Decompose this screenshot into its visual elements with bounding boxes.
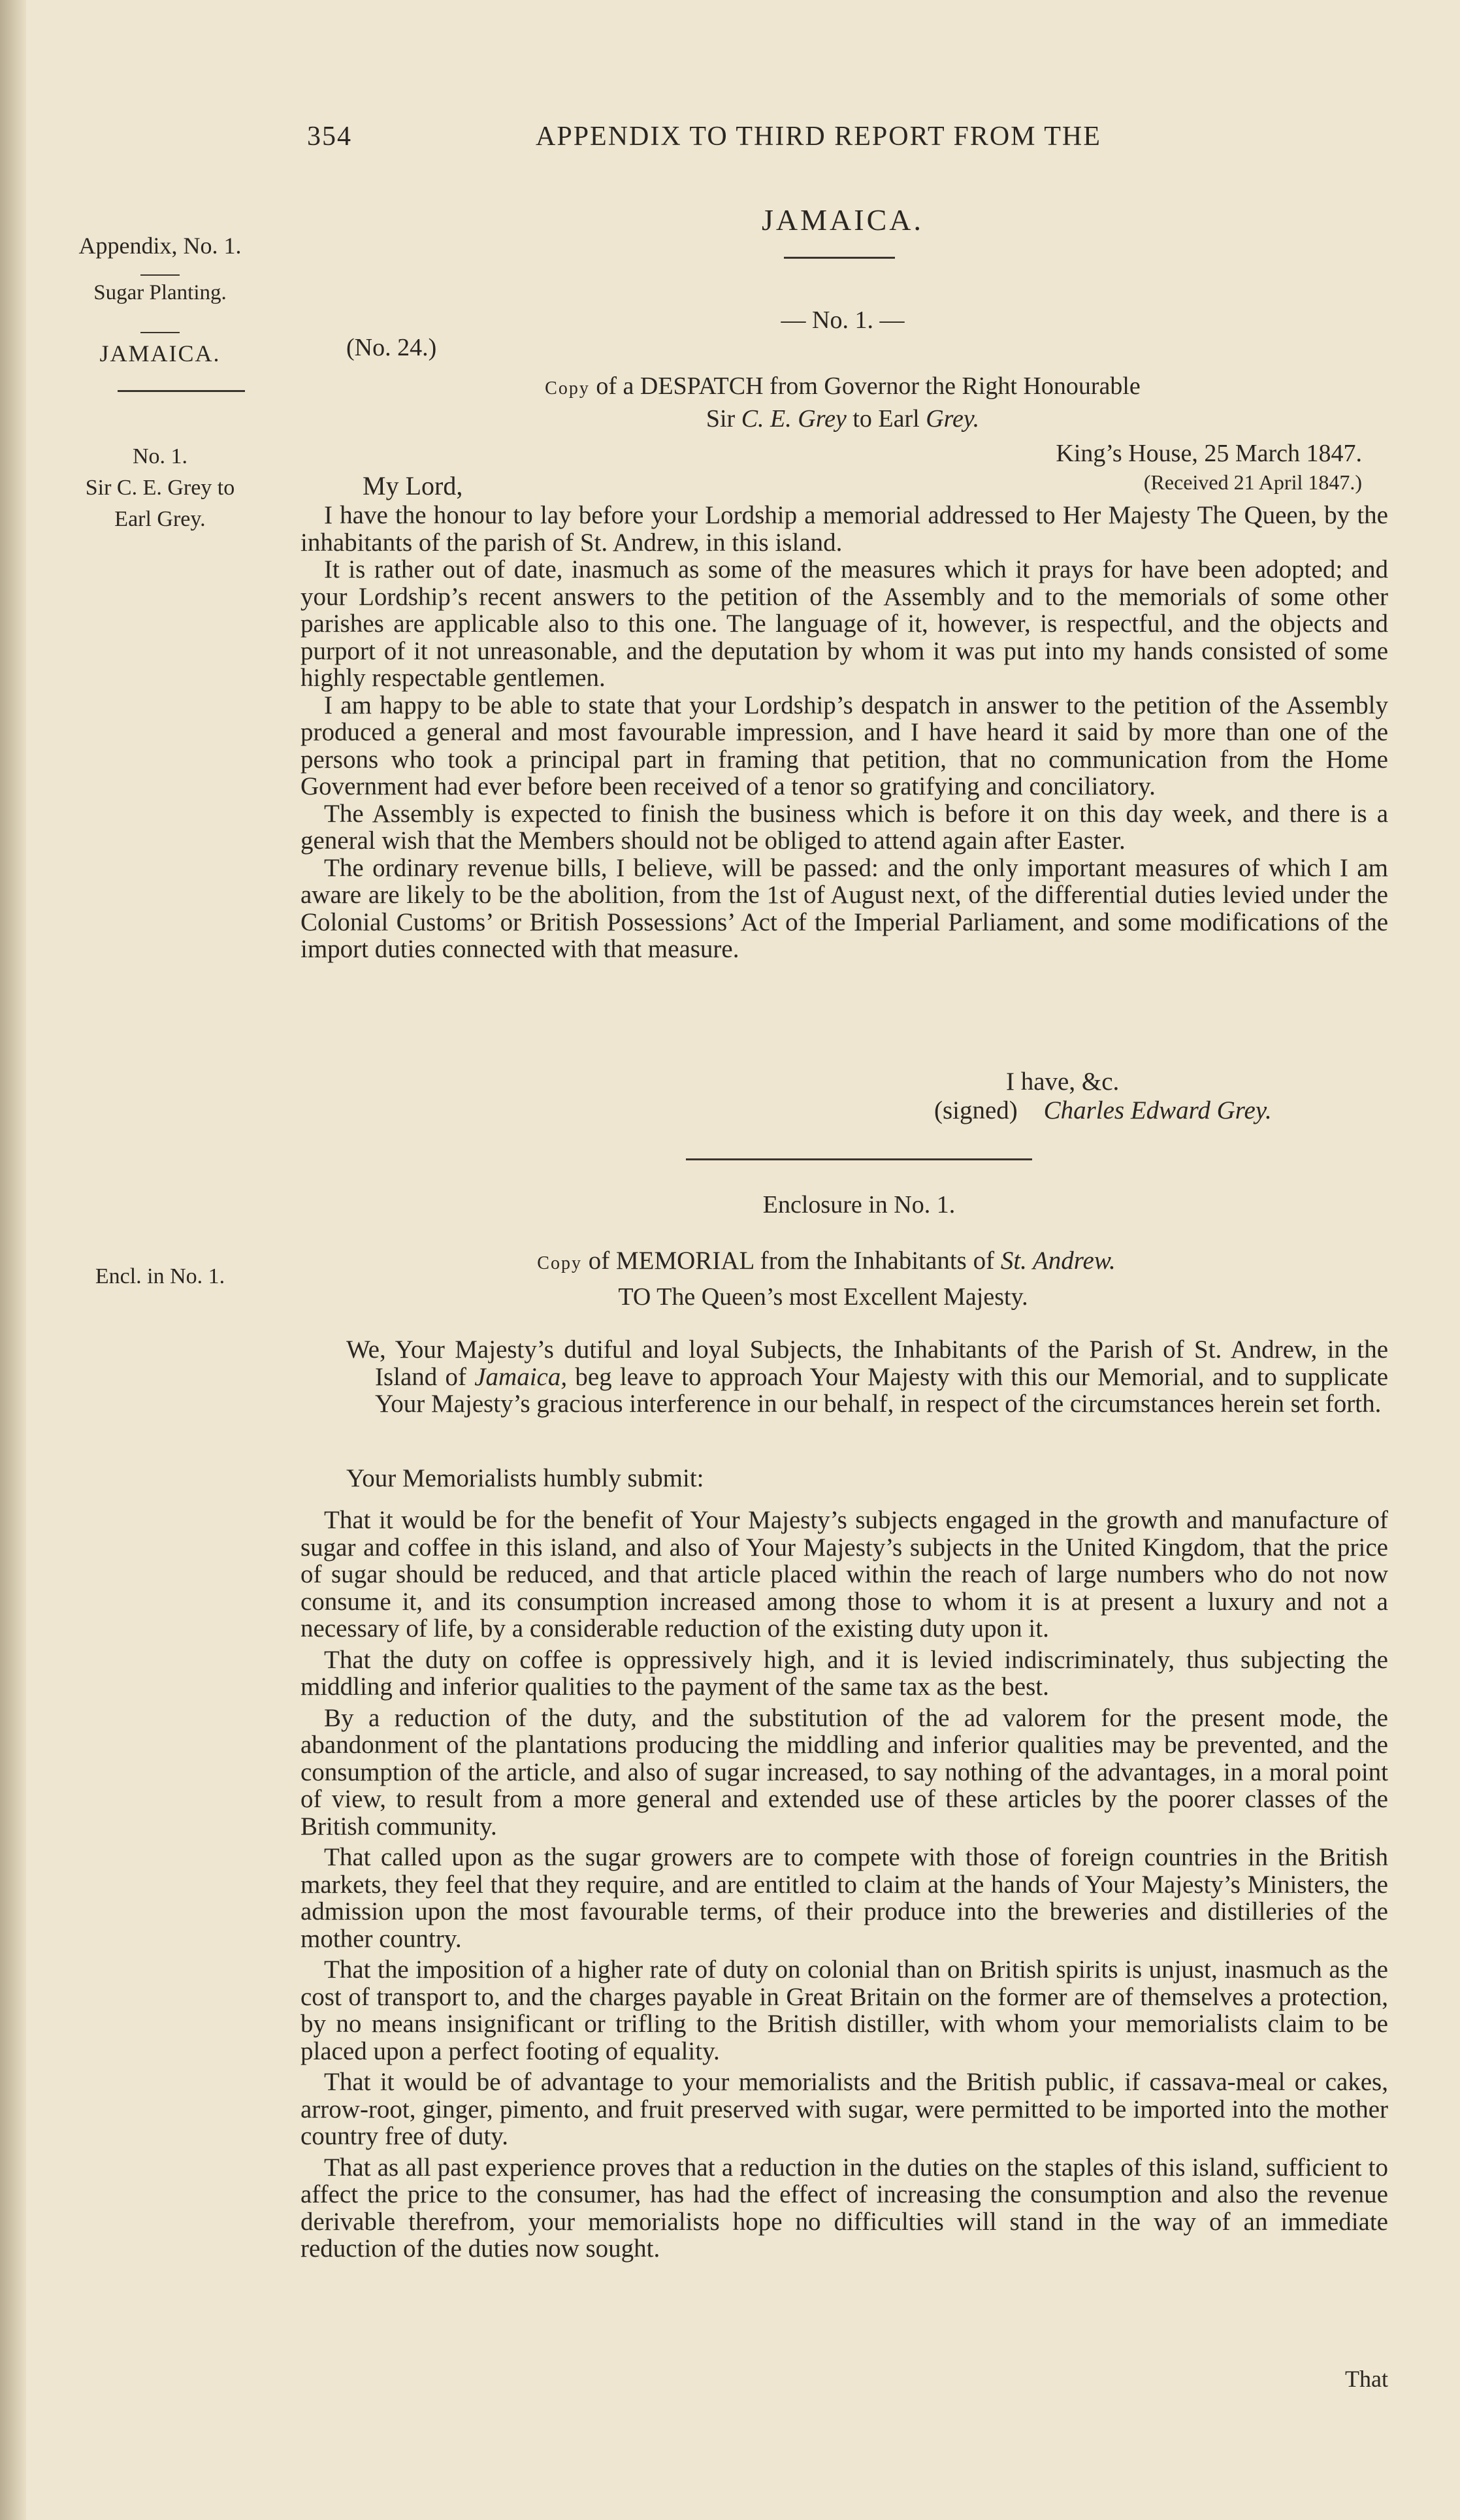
- memorial-paragraph: That the imposition of a higher rate of duty on colonial than on British spirits is unjust, inasmuch as the cost of transport to, and the charges payable in Great Britain on the former are of themselves a protection, by no means insignificant or trifling to the British distiller, with whom your memorialists claim to be placed upon a perfect footing of equality.: [300, 1955, 1388, 2065]
- binding-shadow: [0, 0, 26, 2520]
- despatch-paragraph: It is rather out of date, inasmuch as some of the measures which it prays for have been adopted; and your Lordship’s recent answers to the petition of the Assembly and to the memorials of some other parishes are applicable also to this one. The language of it, however, is respectful, and the objects and purport of it not unreasonable, and the deputation by whom it was put into my hands consisted of some highly respectable gentlemen.: [300, 555, 1388, 692]
- despatch-body: [300, 502, 1388, 963]
- despatch-date: King’s House, 25 March 1847.: [1056, 440, 1362, 467]
- page-number: 354: [307, 122, 352, 152]
- memorial-paragraph: That the duty on coffee is oppressively high, and it is levied indiscriminately, thus subjecting the middling and inferior qualities to the payment of the same tax as the best.: [300, 1645, 1388, 1701]
- margin-sugar-planting: Sugar Planting.: [93, 281, 227, 304]
- memorial-title: [392, 1246, 1261, 1275]
- margin-jamaica: JAMAICA.: [99, 340, 221, 367]
- island-name: Jamaica,: [474, 1362, 568, 1391]
- margin-sir-grey: Sir C. E. Grey to: [85, 476, 235, 500]
- memorial-opening: [346, 1336, 1388, 1418]
- signature-line: [934, 1096, 1272, 1125]
- despatch-paragraph: I have the honour to lay before your Lordship a memorial addressed to Her Majesty The Queen, by the inhabitants of the parish of St. Andrew, in this island.: [300, 501, 1388, 557]
- despatch-paragraph: I am happy to be able to state that your Lordship’s despatch in answer to the petition of the Assembly produced a general and most favourable impression, and I have heard it said by more than one of the persons who took a principal part in framing that petition, that no communication from the Home Government had ever before been received of a tenor so gratifying and conciliatory.: [300, 691, 1388, 800]
- memorial-body: [300, 1503, 1388, 2263]
- despatch-paragraph: The Assembly is expected to finish the business which is before it on this day week, and there is a general wish that the Members should not be obliged to attend again after Easter.: [300, 799, 1388, 855]
- signed-label: (signed): [934, 1096, 1018, 1124]
- memorial-paragraph: That called upon as the sugar growers are to compete with those of foreign countries in the British markets, they feel that they require, and are entitled to claim at the hands of Your Majesty’s Ministers, the admission upon the most favourable terms, of their produce into the breweries and distilleries of the mother country.: [300, 1843, 1388, 1953]
- running-head: APPENDIX TO THIRD REPORT FROM THE: [536, 122, 1101, 152]
- catchword: That: [1345, 2366, 1388, 2392]
- title-rule: [784, 257, 895, 259]
- despatch-paragraph: The ordinary revenue bills, I believe, will be passed: and the only important measures of which I am aware are likely to be the abolition, from the 1st of August next, of the differential duties levied under the Colonial Customs’ or British Possessions’ Act of the Imperial Parliament, and some modifications of the import duties connected with that measure.: [300, 853, 1388, 963]
- copy-label: Copy: [545, 378, 590, 399]
- recipient-name: Grey.: [926, 405, 980, 433]
- memorial-place: St. Andrew.: [1000, 1247, 1116, 1275]
- margin-earl-grey: Earl Grey.: [114, 507, 206, 531]
- salutation: My Lord,: [363, 471, 463, 500]
- memorial-paragraph: That as all past experience proves that a reduction in the duties on the staples of this island, sufficient to affect the price to the consumer, has had the effect of increasing the consumption and also the revenue derivable therefrom, your memorialists hope no difficulties will stand in the way of an immediate reduction of the duties now sought.: [300, 2153, 1388, 2263]
- address-to-queen: TO The Queen’s most Excellent Majesty.: [618, 1283, 1028, 1311]
- title-word: to Earl: [852, 405, 920, 433]
- despatch-serial: (No. 24.): [346, 334, 437, 361]
- margin-rule: [140, 274, 180, 276]
- copy-label: Copy: [537, 1253, 582, 1273]
- margin-rule: [140, 332, 180, 333]
- closing: I have, &c.: [1006, 1068, 1120, 1096]
- despatch-title-line1: of a DESPATCH from Governor the Right Honourable: [596, 372, 1141, 400]
- margin-appendix: Appendix, No. 1.: [78, 233, 242, 259]
- despatch-number-label: — No. 1. —: [781, 306, 905, 334]
- enclosure-heading: Enclosure in No. 1.: [762, 1191, 956, 1219]
- memorial-title-text: of MEMORIAL from the Inhabitants of: [588, 1247, 995, 1275]
- section-title: JAMAICA.: [762, 203, 924, 237]
- signature: Charles Edward Grey.: [1043, 1096, 1272, 1124]
- received-date: (Received 21 April 1847.): [1143, 470, 1362, 494]
- title-word: Sir: [706, 405, 736, 433]
- margin-despatch-note: [39, 441, 281, 535]
- opening-paragraph: [346, 1336, 1388, 1418]
- margin-no1: No. 1.: [132, 444, 188, 468]
- opening-text: We, Your Majesty’s dutiful and loyal Subjects, the Inhabitants of the Parish of St. Andrew, in the Island of: [346, 1335, 1388, 1391]
- memorial-paragraph: That it would be for the benefit of Your Majesty’s subjects engaged in the growth and manufacture of sugar and coffee in this island, and also of Your Majesty’s subjects in the United Kingdom, that the price of sugar should be reduced, and that article placed within the reach of large numbers who do not now consume it, and its consumption increased among those to whom it is at present a luxury and not a necessary of life, by a considerable reduction of the existing duty upon it.: [300, 1506, 1388, 1643]
- margin-rule: [118, 390, 245, 392]
- humbly-submit: Your Memorialists humbly submit:: [346, 1464, 704, 1492]
- memorial-paragraph: That it would be of advantage to your memorialists and the British public, if cassava-meal or cakes, arrow-root, ginger, pimento, and fruit preserved with sugar, were permitted to be imported into the mother country free of duty.: [300, 2068, 1388, 2150]
- memorial-paragraph: By a reduction of the duty, and the substitution of the ad valorem for the present mode, the abandonment of the plantations producing the middling and inferior qualities may be prevented, and the consumption of the article, and also of sugar increased, to say nothing of the advantages, in a moral point of view, to result from a more general and extended use of these articles by the poorer classes of the British community.: [300, 1703, 1388, 1841]
- section-divider: [686, 1158, 1032, 1160]
- opening-text: beg leave to approach Your Majesty with this our Memorial, and to supplicate Your Majesty’s gracious interference in our behalf, in respect of the circumstances herein set forth.: [375, 1362, 1389, 1418]
- margin-enclosure-note: Encl. in No. 1.: [95, 1264, 225, 1288]
- governor-name: C. E. Grey: [741, 405, 847, 433]
- despatch-title: [457, 371, 1228, 434]
